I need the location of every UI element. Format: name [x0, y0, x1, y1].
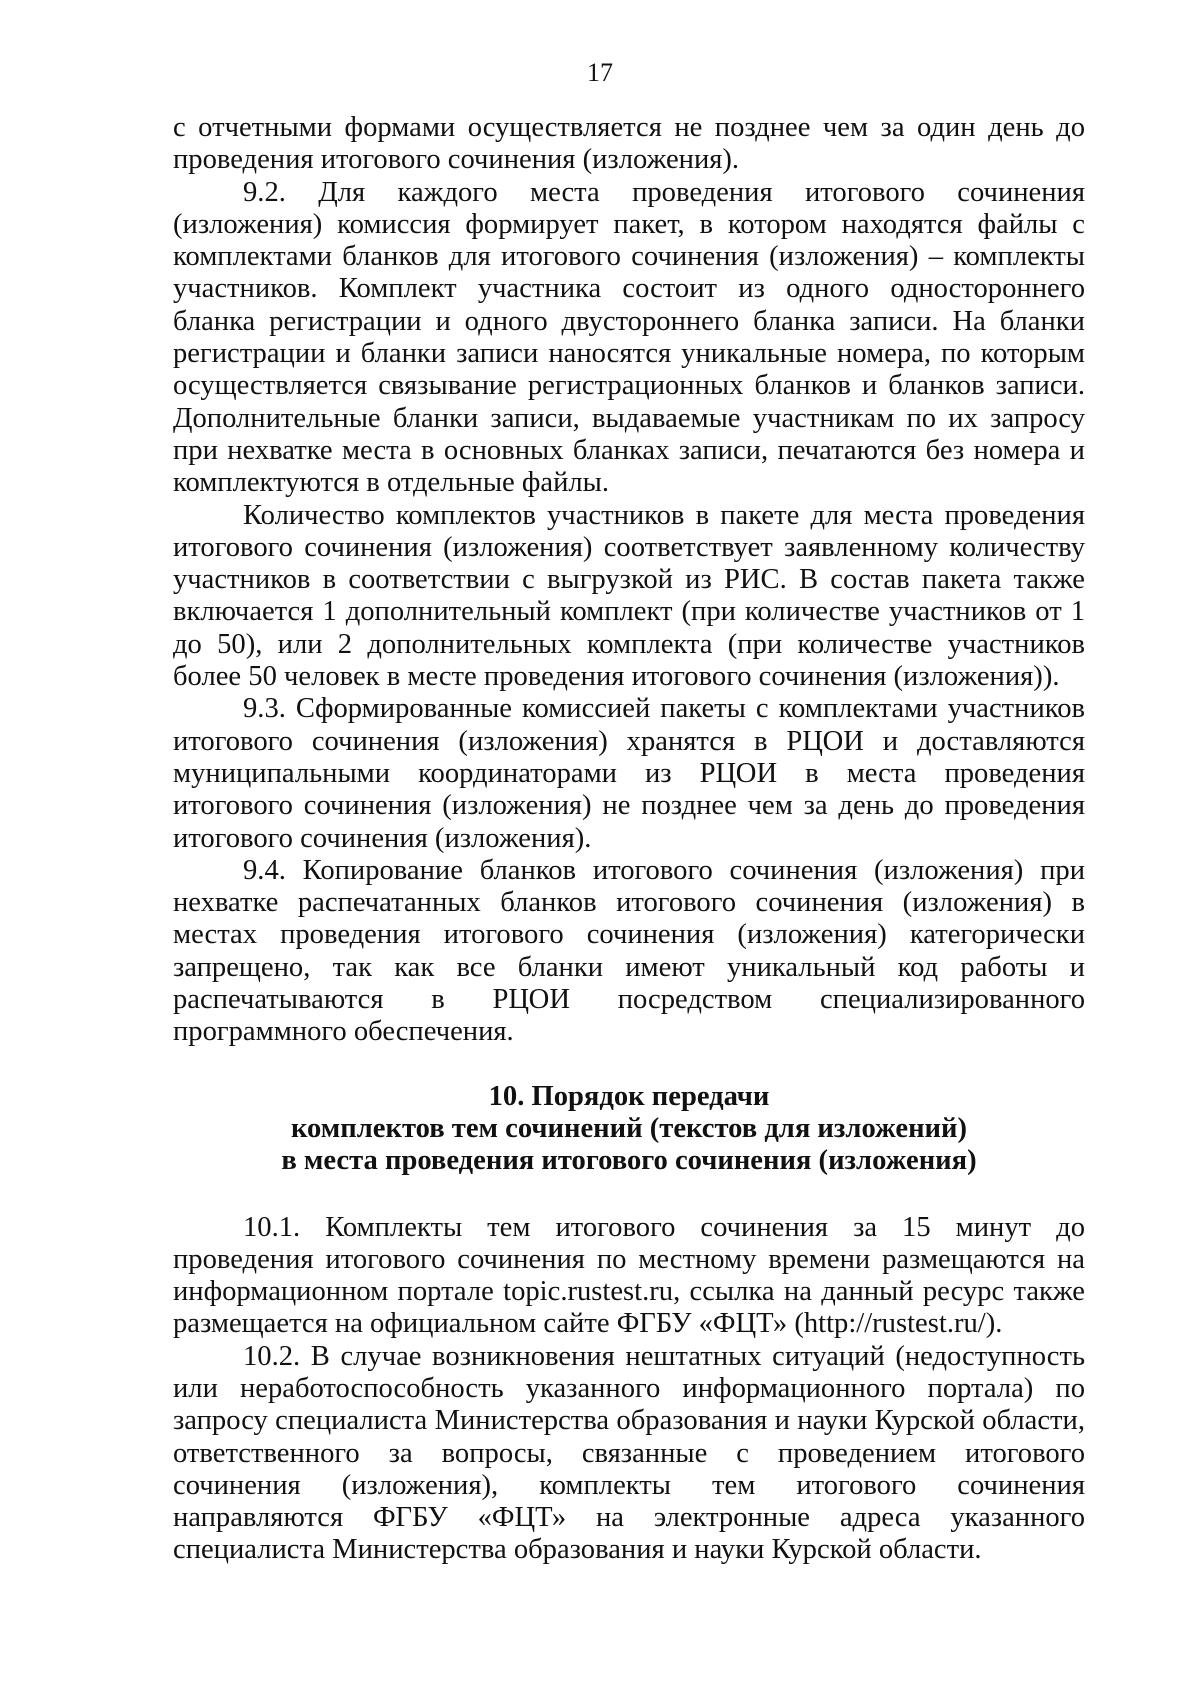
heading-line-1: 10. Порядок передачи — [488, 1080, 770, 1112]
paragraph-9-3: 9.3. Сформированные комиссией пакеты с комплектами участников итогового сочинения (изложения) хранятся в РЦОИ и доставляются муниципальными координаторами из РЦОИ в места проведения итогового сочинения (изложения) не позднее чем за день до проведения итогового сочинения (изложения). — [173, 693, 1085, 854]
paragraph-continuation: с отчетными формами осуществляется не позднее чем за один день до проведения итогового сочинения (изложения). — [173, 112, 1085, 176]
paragraph-9-2-quantity: Количество комплектов участников в пакете для места проведения итогового сочинения (изложения) соответствует заявленному количеству участников в соответствии с выгрузкой из РИС. В состав пакета также включается 1 дополнительный комплект (при количестве участников от 1 до 50), или 2 дополнительных комплекта (при количестве участников более 50 человек в месте проведения итогового сочинения (изложения)). — [173, 499, 1085, 693]
paragraph-10-1: 10.1. Комплекты тем итогового сочинения за 15 минут до проведения итогового сочинения по местному времени размещаются на информационном портале topic.rustest.ru, ссылка на данный ресурс также размещается на официальном сайте ФГБУ «ФЦТ» (http://rustest.ru/). — [173, 1211, 1085, 1340]
heading-line-2: комплектов тем сочинений (текстов для изложений) — [290, 1112, 968, 1144]
paragraph-9-4: 9.4. Копирование бланков итогового сочинения (изложения) при нехватке распечатанных бланков итогового сочинения (изложения) в местах проведения итогового сочинения (изложения) категорически запрещено, так как все бланки имеют уникальный код работы и распечатываются в РЦОИ посредством специализированного программного обеспечения. — [173, 854, 1085, 1048]
heading-line-3: в места проведения итогового сочинения (изложения) — [281, 1145, 977, 1177]
paragraph-9-2: 9.2. Для каждого места проведения итогового сочинения (изложения) комиссия формирует пакет, в котором находятся файлы с комплектами бланков для итогового сочинения (изложения) – комплекты участников. Комплект участника состоит из одного одностороннего бланка регистрации и одного двустороннего бланка записи. На бланки регистрации и бланки записи наносятся уникальные номера, по которым осуществляется связывание регистрационных бланков и бланков записи. Дополнительные бланки записи, выдаваемые участникам по их запросу при нехватке места в основных бланках записи, печатаются без номера и комплектуются в отдельные файлы. — [173, 176, 1085, 499]
paragraph-10-2: 10.2. В случае возникновения нештатных ситуаций (недоступность или неработоспособность указанного информационного портала) по запросу специалиста Министерства образования и науки Курской области, ответственного за вопросы, связанные с проведением итогового сочинения (изложения), комплекты тем итогового сочинения направляются ФГБУ «ФЦТ» на электронные адреса указанного специалиста Министерства образования и науки Курской области. — [173, 1340, 1085, 1566]
section-10-heading — [173, 1081, 1085, 1178]
document-body — [173, 112, 1085, 1567]
page-number: 17 — [587, 58, 613, 87]
